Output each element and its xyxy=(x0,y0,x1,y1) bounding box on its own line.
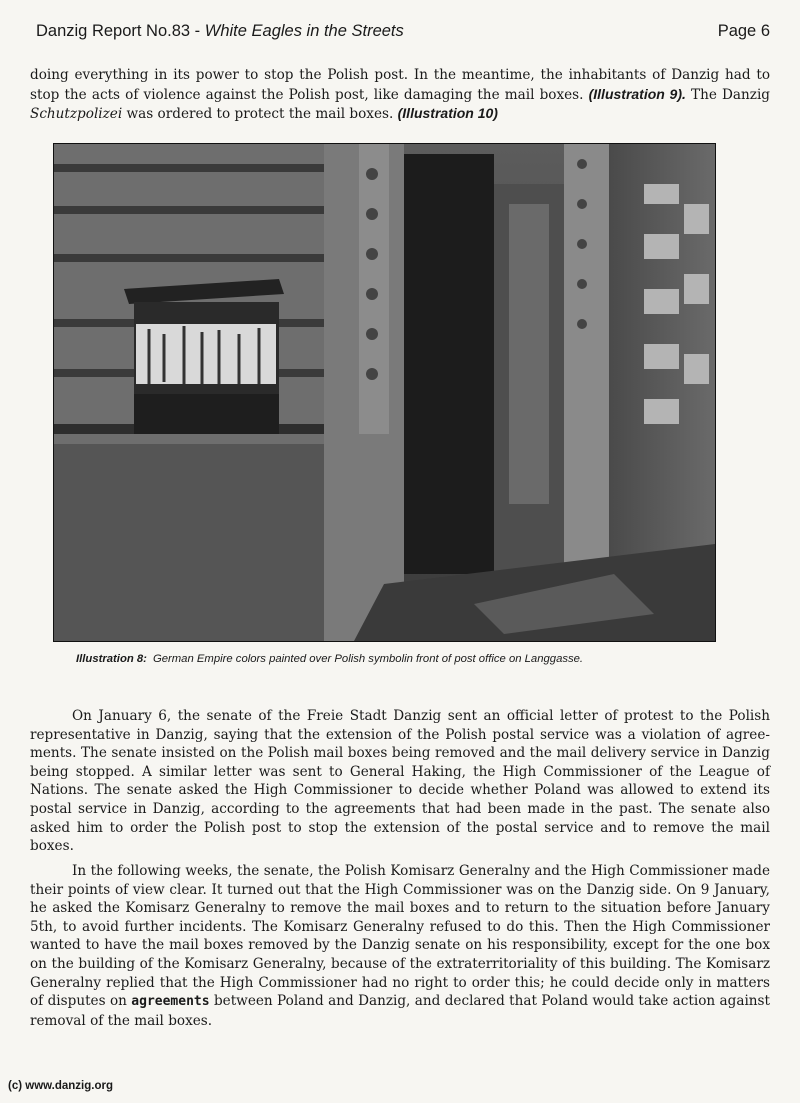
paragraph-senate-protest: On January 6, the senate of the Freie Stadt Danzig sent an official letter of protest to the Polish representative in Danzig, saying that the extension of the Polish postal service was a violation of agree-ments. The senate insisted on the Polish mail boxes being removed and the mail delivery service in Danzig being stopped. A similar letter was sent to General Haking, the High Commissioner of the League of Nations. The senate asked the High Commissioner to decide whether Poland was allowed to extend its postal service in Danzig, according to the agreements that had been made in the past. The senate also asked him to order the Polish post to stop the extension of the postal service and to remove the mail boxes. xyxy=(30,708,770,855)
illustration-8-photo xyxy=(53,143,716,642)
copyright-footer: (c) www.danzig.org xyxy=(8,1080,113,1092)
agreements-keyword: agreements xyxy=(131,994,210,1010)
page-number: Page 6 xyxy=(717,22,770,40)
illustration-9-ref: (Illustration 9). xyxy=(588,85,686,102)
post-office-facade-image xyxy=(54,144,715,641)
paragraph-intro: doing everything in its power to stop the Polish post. In the meantime, the inhabitants of Danzig had to stop the acts of violence against the Polish post, like damaging the mail boxes. (Illustration 9). The Danzig Schutzpolizei was ordered to protect the mail boxes. (Illustration 10) xyxy=(30,67,770,123)
report-title: Danzig Report No.83 - White Eagles in the Streets xyxy=(36,22,404,40)
schutzpolizei-term: Schutzpolizei xyxy=(30,106,123,123)
illustration-10-ref: (Illustration 10) xyxy=(397,105,498,122)
caption-label: Illustration 8: xyxy=(76,653,147,665)
page-header xyxy=(36,22,770,46)
caption-text: German Empire colors painted over Polish symbolin front of post office on Langgasse. xyxy=(152,653,584,665)
figure-caption xyxy=(76,653,756,665)
paragraph-following-weeks: In the following weeks, the senate, the Polish Komisarz Generalny and the High Commissioner made their points of view clear. It turned out that the High Commissioner was on the Danzig side. On 9 January, he asked the Komisarz Generalny to remove the mail boxes and to return to the situation before January 5th, to avoid further incidents. The Komisarz Generalny refused to do this. Then the High Commissioner wanted to have the mail boxes removed by the Danzig senate on his responsibility, except for the one box on the building of the Komisarz Generalny, because of the extraterritoriality of this building. The Komisarz Generalny replied that the High Commissioner had no right to order this; he could decide only in matters of disputes on agreements between Poland and Danzig, and declared that Poland would take action against removal of the mail boxes. xyxy=(30,863,770,1029)
report-subtitle: White Eagles in the Streets xyxy=(204,22,404,40)
